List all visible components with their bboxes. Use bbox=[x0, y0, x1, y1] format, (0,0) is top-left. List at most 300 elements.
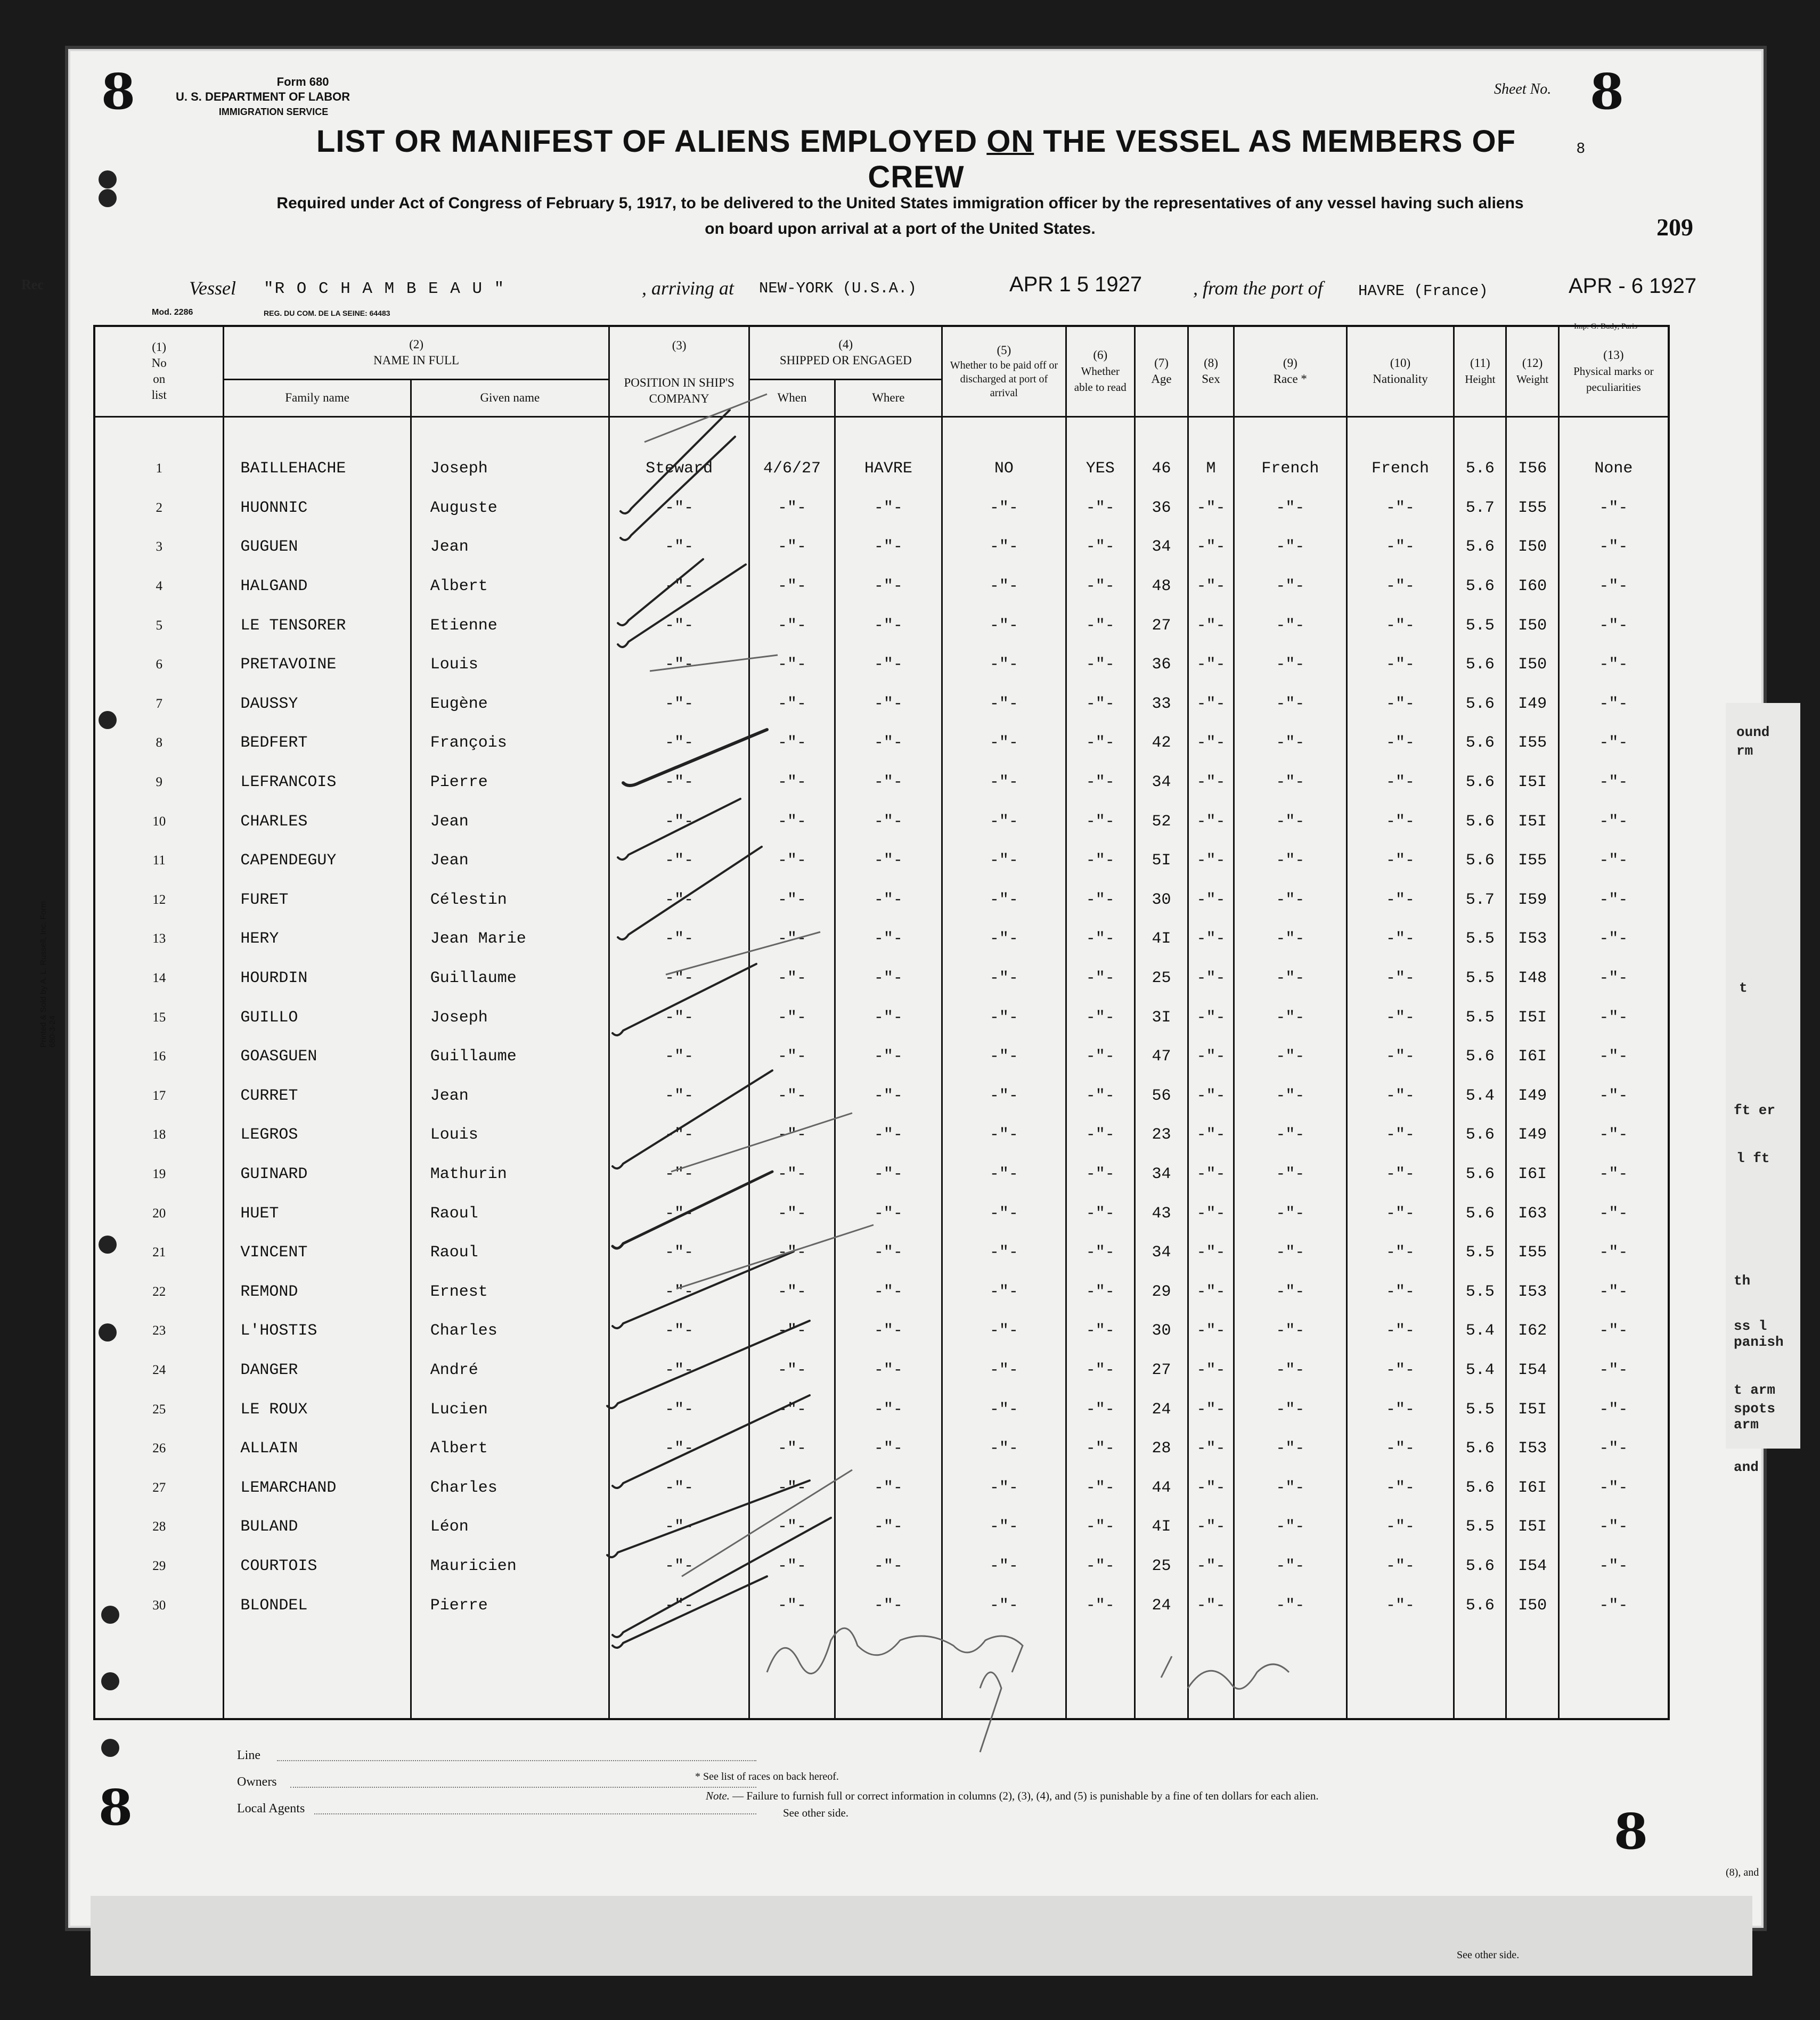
marks-cell: -"- bbox=[1558, 1586, 1669, 1625]
col-header-nationality: (10) Nationality bbox=[1346, 326, 1454, 416]
race-cell: -"- bbox=[1234, 1586, 1346, 1625]
weight-cell: I56 bbox=[1506, 449, 1558, 489]
position-cell: -"- bbox=[609, 1390, 749, 1429]
shipped-when: -"- bbox=[749, 488, 835, 528]
marks-cell: -"- bbox=[1558, 802, 1669, 841]
nationality-cell: -"- bbox=[1346, 1194, 1454, 1233]
paid-off-cell: -"- bbox=[942, 1351, 1066, 1390]
nationality-cell: -"- bbox=[1346, 1429, 1454, 1468]
nationality-cell: -"- bbox=[1346, 606, 1454, 645]
nationality-cell: -"- bbox=[1346, 1233, 1454, 1272]
age-cell: 27 bbox=[1135, 606, 1188, 645]
given-name: Jean Marie bbox=[411, 920, 609, 959]
marks-cell: -"- bbox=[1558, 1194, 1669, 1233]
sex-cell: -"- bbox=[1188, 1351, 1234, 1390]
marks-cell: -"- bbox=[1558, 684, 1669, 724]
weight-cell: I60 bbox=[1506, 567, 1558, 606]
age-cell: 48 bbox=[1135, 567, 1188, 606]
given-name: Léon bbox=[411, 1508, 609, 1547]
weight-cell: I6I bbox=[1506, 1155, 1558, 1194]
arriving-port: NEW-YORK (U.S.A.) bbox=[759, 280, 917, 297]
age-cell: 4I bbox=[1135, 1508, 1188, 1547]
shipped-when: -"- bbox=[749, 1155, 835, 1194]
weight-cell: I54 bbox=[1506, 1547, 1558, 1586]
nationality-cell: -"- bbox=[1346, 998, 1454, 1037]
spacer-row bbox=[94, 416, 1669, 449]
height-cell: 5.5 bbox=[1454, 606, 1506, 645]
sex-cell: -"- bbox=[1188, 1272, 1234, 1312]
sex-cell: -"- bbox=[1188, 528, 1234, 567]
marks-cell: -"- bbox=[1558, 1076, 1669, 1116]
age-cell: 34 bbox=[1135, 1233, 1188, 1272]
right-fragment: t arm bbox=[1734, 1382, 1776, 1398]
able-to-read: -"- bbox=[1066, 1390, 1135, 1429]
row-number: 23 bbox=[94, 1312, 224, 1351]
family-name: GUINARD bbox=[224, 1155, 411, 1194]
height-cell: 5.6 bbox=[1454, 1116, 1506, 1155]
weight-cell: I50 bbox=[1506, 645, 1558, 684]
family-name: BULAND bbox=[224, 1508, 411, 1547]
col-header-position: (3) POSITION IN SHIP'S COMPANY bbox=[609, 326, 749, 416]
paid-off-cell: NO bbox=[942, 449, 1066, 489]
paid-off-cell: -"- bbox=[942, 645, 1066, 684]
shipped-where: -"- bbox=[835, 1390, 942, 1429]
table-row bbox=[94, 1547, 1669, 1586]
row-number: 21 bbox=[94, 1233, 224, 1272]
row-number: 3 bbox=[94, 528, 224, 567]
col-header-family-name: Family name bbox=[224, 379, 411, 416]
row-number: 28 bbox=[94, 1508, 224, 1547]
able-to-read: -"- bbox=[1066, 1116, 1135, 1155]
sex-cell: -"- bbox=[1188, 488, 1234, 528]
age-cell: 44 bbox=[1135, 1468, 1188, 1508]
marks-cell: -"- bbox=[1558, 880, 1669, 920]
row-number: 24 bbox=[94, 1351, 224, 1390]
family-name: LE ROUX bbox=[224, 1390, 411, 1429]
corner-sheet-mark: 8 bbox=[101, 63, 136, 120]
row-number: 20 bbox=[94, 1194, 224, 1233]
given-name: Pierre bbox=[411, 763, 609, 802]
shipped-where: -"- bbox=[835, 1468, 942, 1508]
position-cell: -"- bbox=[609, 567, 749, 606]
age-cell: 4I bbox=[1135, 920, 1188, 959]
given-name: Jean bbox=[411, 1076, 609, 1116]
able-to-read: -"- bbox=[1066, 1076, 1135, 1116]
given-name: Guillaume bbox=[411, 959, 609, 998]
nationality-cell: -"- bbox=[1346, 1547, 1454, 1586]
shipped-when: -"- bbox=[749, 880, 835, 920]
given-name: Célestin bbox=[411, 880, 609, 920]
given-name: François bbox=[411, 724, 609, 763]
table-row bbox=[94, 1390, 1669, 1429]
table-row bbox=[94, 763, 1669, 802]
empty-cell bbox=[1188, 1625, 1234, 1719]
paid-off-cell: -"- bbox=[942, 1155, 1066, 1194]
able-to-read: -"- bbox=[1066, 645, 1135, 684]
table-row bbox=[94, 1312, 1669, 1351]
row-number: 10 bbox=[94, 802, 224, 841]
shipped-when: -"- bbox=[749, 1468, 835, 1508]
table-row bbox=[94, 1272, 1669, 1312]
family-name: DAUSSY bbox=[224, 684, 411, 724]
empty-cell bbox=[1234, 1625, 1346, 1719]
races-note: * See list of races on back hereof. bbox=[695, 1771, 839, 1782]
row-number: 6 bbox=[94, 645, 224, 684]
able-to-read: -"- bbox=[1066, 1037, 1135, 1076]
underlying-sheet bbox=[91, 1896, 1752, 1976]
table-row bbox=[94, 1508, 1669, 1547]
given-name: Lucien bbox=[411, 1390, 609, 1429]
given-name: Joseph bbox=[411, 449, 609, 489]
age-cell: 29 bbox=[1135, 1272, 1188, 1312]
shipped-when: -"- bbox=[749, 1429, 835, 1468]
punch-hole bbox=[101, 1739, 119, 1757]
col-header-age: (7) Age bbox=[1135, 326, 1188, 416]
able-to-read: -"- bbox=[1066, 1194, 1135, 1233]
bottom-left-sheet-mark: 8 bbox=[99, 1779, 133, 1836]
empty-cell bbox=[1135, 1625, 1188, 1719]
race-cell: -"- bbox=[1234, 606, 1346, 645]
marks-cell: -"- bbox=[1558, 763, 1669, 802]
row-number: 27 bbox=[94, 1468, 224, 1508]
nationality-cell: -"- bbox=[1346, 528, 1454, 567]
sex-cell: M bbox=[1188, 449, 1234, 489]
nationality-cell: -"- bbox=[1346, 1272, 1454, 1312]
line-field[interactable] bbox=[277, 1760, 756, 1761]
able-to-read: YES bbox=[1066, 449, 1135, 489]
col-header-name: (2) NAME IN FULL bbox=[224, 326, 609, 379]
document-title bbox=[282, 124, 1550, 195]
weight-cell: I5I bbox=[1506, 763, 1558, 802]
height-cell: 5.5 bbox=[1454, 959, 1506, 998]
given-name: Eugène bbox=[411, 684, 609, 724]
weight-cell: I50 bbox=[1506, 606, 1558, 645]
requirement-line-2: on board upon arrival at a port of the United States. bbox=[705, 220, 1096, 238]
col-header-given-name: Given name bbox=[411, 379, 609, 416]
row-number: 17 bbox=[94, 1076, 224, 1116]
table-row bbox=[94, 1233, 1669, 1272]
weight-cell: I5I bbox=[1506, 998, 1558, 1037]
marks-cell: -"- bbox=[1558, 1312, 1669, 1351]
shipped-where: -"- bbox=[835, 1429, 942, 1468]
given-name: Louis bbox=[411, 645, 609, 684]
bottom-right-sheet-mark: 8 bbox=[1614, 1803, 1648, 1860]
position-cell: -"- bbox=[609, 488, 749, 528]
row-number: 19 bbox=[94, 1155, 224, 1194]
race-cell: -"- bbox=[1234, 920, 1346, 959]
sex-cell: -"- bbox=[1188, 1312, 1234, 1351]
family-name: HUONNIC bbox=[224, 488, 411, 528]
family-name: HOURDIN bbox=[224, 959, 411, 998]
given-name: Raoul bbox=[411, 1233, 609, 1272]
age-cell: 36 bbox=[1135, 488, 1188, 528]
family-name: HALGAND bbox=[224, 567, 411, 606]
row-number: 29 bbox=[94, 1547, 224, 1586]
age-cell: 23 bbox=[1135, 1116, 1188, 1155]
age-cell: 28 bbox=[1135, 1429, 1188, 1468]
able-to-read: -"- bbox=[1066, 1429, 1135, 1468]
table-row bbox=[94, 841, 1669, 880]
family-name: LEGROS bbox=[224, 1116, 411, 1155]
mod-number: Mod. 2286 bbox=[152, 308, 193, 317]
shipped-where: -"- bbox=[835, 1508, 942, 1547]
table-row bbox=[94, 449, 1669, 489]
age-cell: 24 bbox=[1135, 1586, 1188, 1625]
col-header-when: When bbox=[749, 379, 835, 416]
race-cell: -"- bbox=[1234, 998, 1346, 1037]
weight-cell: I49 bbox=[1506, 684, 1558, 724]
shipped-where: -"- bbox=[835, 1116, 942, 1155]
able-to-read: -"- bbox=[1066, 763, 1135, 802]
given-name: Mathurin bbox=[411, 1155, 609, 1194]
age-cell: 27 bbox=[1135, 1351, 1188, 1390]
height-cell: 5.6 bbox=[1454, 567, 1506, 606]
sheet-label: Sheet No. bbox=[1494, 81, 1552, 97]
paid-off-cell: -"- bbox=[942, 1429, 1066, 1468]
nationality-cell: -"- bbox=[1346, 959, 1454, 998]
position-cell: -"- bbox=[609, 684, 749, 724]
sex-cell: -"- bbox=[1188, 1233, 1234, 1272]
age-cell: 24 bbox=[1135, 1390, 1188, 1429]
weight-cell: I55 bbox=[1506, 488, 1558, 528]
shipped-where: -"- bbox=[835, 645, 942, 684]
given-name: Louis bbox=[411, 1116, 609, 1155]
shipped-where: -"- bbox=[835, 1351, 942, 1390]
shipped-where: -"- bbox=[835, 1155, 942, 1194]
nationality-cell: -"- bbox=[1346, 645, 1454, 684]
height-cell: 5.5 bbox=[1454, 1272, 1506, 1312]
owners-label: Owners bbox=[237, 1775, 277, 1789]
vessel-name: "R O C H A M B E A U " bbox=[264, 280, 505, 298]
race-cell: -"- bbox=[1234, 1194, 1346, 1233]
sex-cell: -"- bbox=[1188, 1116, 1234, 1155]
nationality-cell: -"- bbox=[1346, 880, 1454, 920]
able-to-read: -"- bbox=[1066, 1351, 1135, 1390]
table-row bbox=[94, 567, 1669, 606]
paid-off-cell: -"- bbox=[942, 880, 1066, 920]
position-cell: -"- bbox=[609, 763, 749, 802]
punch-hole bbox=[99, 189, 117, 207]
shipped-where: -"- bbox=[835, 1272, 942, 1312]
paid-off-cell: -"- bbox=[942, 1116, 1066, 1155]
shipped-when: -"- bbox=[749, 998, 835, 1037]
empty-cell bbox=[1558, 1625, 1669, 1719]
able-to-read: -"- bbox=[1066, 802, 1135, 841]
given-name: Charles bbox=[411, 1312, 609, 1351]
row-number: 12 bbox=[94, 880, 224, 920]
age-cell: 30 bbox=[1135, 1312, 1188, 1351]
shipped-where: -"- bbox=[835, 606, 942, 645]
race-cell: -"- bbox=[1234, 1312, 1346, 1351]
race-cell: -"- bbox=[1234, 1116, 1346, 1155]
row-number: 22 bbox=[94, 1272, 224, 1312]
family-name: CURRET bbox=[224, 1076, 411, 1116]
table-row bbox=[94, 645, 1669, 684]
shipped-where: -"- bbox=[835, 920, 942, 959]
given-name: Albert bbox=[411, 567, 609, 606]
marks-cell: -"- bbox=[1558, 1233, 1669, 1272]
shipped-where: -"- bbox=[835, 1037, 942, 1076]
paid-off-cell: -"- bbox=[942, 1037, 1066, 1076]
height-cell: 5.6 bbox=[1454, 1037, 1506, 1076]
shipped-when: -"- bbox=[749, 528, 835, 567]
weight-cell: I5I bbox=[1506, 1390, 1558, 1429]
marks-cell: -"- bbox=[1558, 998, 1669, 1037]
race-cell: French bbox=[1234, 449, 1346, 489]
sex-cell: -"- bbox=[1188, 684, 1234, 724]
family-name: BEDFERT bbox=[224, 724, 411, 763]
sex-cell: -"- bbox=[1188, 802, 1234, 841]
age-cell: 33 bbox=[1135, 684, 1188, 724]
marks-cell: -"- bbox=[1558, 920, 1669, 959]
able-to-read: -"- bbox=[1066, 880, 1135, 920]
height-cell: 5.5 bbox=[1454, 920, 1506, 959]
right-fragment: ss l bbox=[1734, 1318, 1767, 1334]
table-row bbox=[94, 606, 1669, 645]
able-to-read: -"- bbox=[1066, 724, 1135, 763]
col-header-race: (9) Race * bbox=[1234, 326, 1346, 416]
table-row bbox=[94, 959, 1669, 998]
arriving-label: , arriving at bbox=[642, 277, 734, 299]
line-label: Line bbox=[237, 1748, 260, 1762]
able-to-read: -"- bbox=[1066, 1155, 1135, 1194]
table-row bbox=[94, 1194, 1669, 1233]
table-row bbox=[94, 724, 1669, 763]
able-to-read: -"- bbox=[1066, 959, 1135, 998]
weight-cell: I53 bbox=[1506, 1272, 1558, 1312]
empty-cell bbox=[94, 1625, 224, 1719]
position-cell: -"- bbox=[609, 645, 749, 684]
position-cell: -"- bbox=[609, 1037, 749, 1076]
height-cell: 5.5 bbox=[1454, 1508, 1506, 1547]
marks-cell: -"- bbox=[1558, 645, 1669, 684]
weight-cell: I5I bbox=[1506, 802, 1558, 841]
age-cell: 47 bbox=[1135, 1037, 1188, 1076]
nationality-cell: -"- bbox=[1346, 1351, 1454, 1390]
shipped-when: -"- bbox=[749, 724, 835, 763]
table-row bbox=[94, 1155, 1669, 1194]
age-cell: 30 bbox=[1135, 880, 1188, 920]
shipped-when: -"- bbox=[749, 1116, 835, 1155]
marks-cell: -"- bbox=[1558, 724, 1669, 763]
nationality-cell: -"- bbox=[1346, 802, 1454, 841]
weight-cell: I49 bbox=[1506, 1116, 1558, 1155]
height-cell: 5.6 bbox=[1454, 1586, 1506, 1625]
local-agents-label: Local Agents bbox=[237, 1802, 305, 1815]
weight-cell: I53 bbox=[1506, 1429, 1558, 1468]
position-cell: -"- bbox=[609, 606, 749, 645]
position-cell: -"- bbox=[609, 1312, 749, 1351]
shipped-when: -"- bbox=[749, 802, 835, 841]
owners-field[interactable] bbox=[290, 1787, 756, 1788]
given-name: Raoul bbox=[411, 1194, 609, 1233]
shipped-where: -"- bbox=[835, 488, 942, 528]
row-number: 8 bbox=[94, 724, 224, 763]
sex-cell: -"- bbox=[1188, 1155, 1234, 1194]
family-name: HUET bbox=[224, 1194, 411, 1233]
nationality-cell: -"- bbox=[1346, 1155, 1454, 1194]
family-name: COURTOIS bbox=[224, 1547, 411, 1586]
able-to-read: -"- bbox=[1066, 1586, 1135, 1625]
table-row bbox=[94, 802, 1669, 841]
sex-cell: -"- bbox=[1188, 1076, 1234, 1116]
nationality-cell: -"- bbox=[1346, 488, 1454, 528]
position-cell: -"- bbox=[609, 1233, 749, 1272]
shipped-where: -"- bbox=[835, 1547, 942, 1586]
shipped-where: -"- bbox=[835, 1194, 942, 1233]
marks-cell: -"- bbox=[1558, 959, 1669, 998]
age-cell: 34 bbox=[1135, 763, 1188, 802]
paid-off-cell: -"- bbox=[942, 1194, 1066, 1233]
row-number: 11 bbox=[94, 841, 224, 880]
height-cell: 5.5 bbox=[1454, 1233, 1506, 1272]
position-cell: -"- bbox=[609, 1468, 749, 1508]
shipped-when: -"- bbox=[749, 1586, 835, 1625]
position-cell: -"- bbox=[609, 959, 749, 998]
age-cell: 5I bbox=[1135, 841, 1188, 880]
weight-cell: I55 bbox=[1506, 1233, 1558, 1272]
given-name: Guillaume bbox=[411, 1037, 609, 1076]
table-row bbox=[94, 528, 1669, 567]
age-cell: 34 bbox=[1135, 528, 1188, 567]
paid-off-cell: -"- bbox=[942, 606, 1066, 645]
sex-cell: -"- bbox=[1188, 1429, 1234, 1468]
shipped-when: -"- bbox=[749, 1508, 835, 1547]
right-fragment: arm bbox=[1734, 1417, 1759, 1433]
race-cell: -"- bbox=[1234, 1468, 1346, 1508]
row-number: 7 bbox=[94, 684, 224, 724]
shipped-when: -"- bbox=[749, 1390, 835, 1429]
sex-cell: -"- bbox=[1188, 1508, 1234, 1547]
row-number: 30 bbox=[94, 1586, 224, 1625]
sex-cell: -"- bbox=[1188, 606, 1234, 645]
race-cell: -"- bbox=[1234, 1076, 1346, 1116]
able-to-read: -"- bbox=[1066, 1468, 1135, 1508]
family-name: LE TENSORER bbox=[224, 606, 411, 645]
paid-off-cell: -"- bbox=[942, 998, 1066, 1037]
age-cell: 43 bbox=[1135, 1194, 1188, 1233]
empty-cell bbox=[835, 1625, 942, 1719]
given-name: Jean bbox=[411, 802, 609, 841]
right-fragment: panish bbox=[1734, 1334, 1784, 1350]
age-cell: 42 bbox=[1135, 724, 1188, 763]
local-agents-field[interactable] bbox=[314, 1813, 756, 1814]
shipped-where: -"- bbox=[835, 880, 942, 920]
family-name: L'HOSTIS bbox=[224, 1312, 411, 1351]
race-cell: -"- bbox=[1234, 959, 1346, 998]
shipped-where: HAVRE bbox=[835, 449, 942, 489]
row-number: 16 bbox=[94, 1037, 224, 1076]
race-cell: -"- bbox=[1234, 488, 1346, 528]
sex-cell: -"- bbox=[1188, 724, 1234, 763]
requirement-line-1: Required under Act of Congress of February 5, 1917, to be delivered to the United States immigration officer by the representatives of any vessel having such aliens bbox=[276, 194, 1524, 212]
shipped-when: -"- bbox=[749, 567, 835, 606]
marks-cell: None bbox=[1558, 449, 1669, 489]
title-after: THE VESSEL AS MEMBERS OF CREW bbox=[868, 124, 1516, 194]
see-other-side: See other side. bbox=[783, 1806, 849, 1819]
arrival-date-stamp: APR 1 5 1927 bbox=[1009, 273, 1142, 296]
table-row bbox=[94, 684, 1669, 724]
able-to-read: -"- bbox=[1066, 606, 1135, 645]
position-cell: -"- bbox=[609, 1508, 749, 1547]
family-name: LEFRANCOIS bbox=[224, 763, 411, 802]
paid-off-cell: -"- bbox=[942, 488, 1066, 528]
position-cell: -"- bbox=[609, 998, 749, 1037]
family-name: HERY bbox=[224, 920, 411, 959]
right-fragment: spots bbox=[1734, 1401, 1776, 1417]
paid-off-cell: -"- bbox=[942, 1508, 1066, 1547]
sex-cell: -"- bbox=[1188, 1194, 1234, 1233]
